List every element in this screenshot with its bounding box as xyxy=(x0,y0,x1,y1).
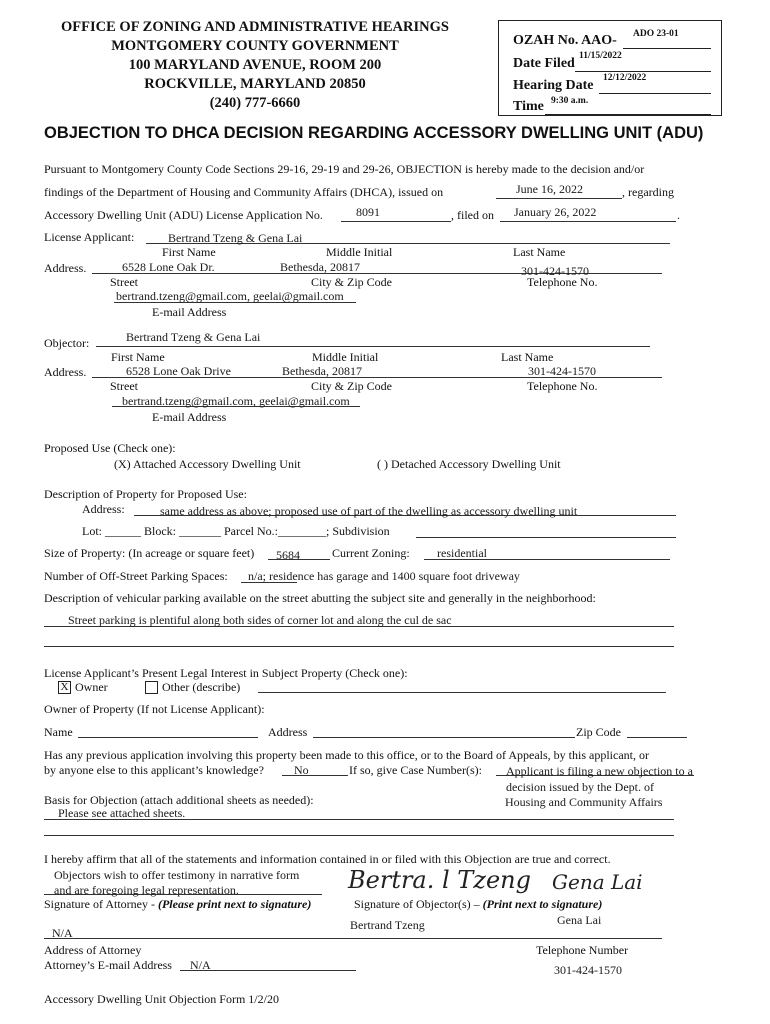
case-number-field-1[interactable]: Applicant is filing a new objection to a xyxy=(506,764,693,778)
case-number-field-3[interactable]: Housing and Community Affairs xyxy=(505,795,663,809)
office-city: ROCKVILLE, MARYLAND 20850 xyxy=(144,76,366,92)
hearing-date-label: Hearing Date xyxy=(513,78,594,93)
vehicular-parking-label: Description of vehicular parking available on the street abutting the subject site and generally in the neighborhood: xyxy=(44,591,596,605)
zoning-field[interactable]: residential xyxy=(437,546,487,560)
issued-on-field[interactable]: June 16, 2022 xyxy=(516,182,583,196)
vehicular-parking-field[interactable]: Street parking is plentiful along both sides of corner lot and along the cul de sac xyxy=(68,613,452,627)
application-number-field[interactable]: 8091 xyxy=(356,205,380,219)
hearing-date-value[interactable]: 12/12/2022 xyxy=(603,73,647,83)
office-header xyxy=(40,18,470,113)
property-address-field[interactable]: same address as above; proposed use of part of the dwelling as accessory dwelling unit xyxy=(160,504,578,518)
office-name: OFFICE OF ZONING AND ADMINISTRATIVE HEARINGS xyxy=(61,19,449,35)
previous-answer-field[interactable]: No xyxy=(294,763,309,777)
ozah-value[interactable]: ADO 23-01 xyxy=(633,29,679,39)
property-desc-label: Description of Property for Proposed Use: xyxy=(44,487,247,501)
ozah-label: OZAH No. AAO- xyxy=(513,33,617,48)
time-label: Time xyxy=(513,99,544,114)
basis-label: Basis for Objection (attach additional sheets as needed): xyxy=(44,793,314,807)
office-street: 100 MARYLAND AVENUE, ROOM 200 xyxy=(128,57,382,73)
size-field[interactable]: 5684 xyxy=(276,548,300,562)
objector-label: Objector: xyxy=(44,336,90,350)
previous-app-line-2: by anyone else to this applicant’s knowledge? xyxy=(44,763,264,777)
objector-address-label: Address. xyxy=(44,365,87,379)
printed-name-1[interactable]: Bertrand Tzeng xyxy=(350,918,425,932)
telephone-field[interactable]: 301-424-1570 xyxy=(554,963,622,977)
lot-block-parcel-label: Lot: ______ Block: _______ Parcel No.:________; Subdivision xyxy=(82,524,390,538)
owner-checkbox[interactable]: X xyxy=(58,681,71,694)
intro-line-1: Pursuant to Montgomery County Code Sections 29-16, 29-19 and 29-26, OBJECTION is hereby made to the decision and/or xyxy=(44,162,645,176)
objector-phone-field[interactable]: 301-424-1570 xyxy=(528,364,596,378)
attached-adu-option[interactable]: (X) Attached Accessory Dwelling Unit xyxy=(114,457,301,471)
attorney-field[interactable]: N/A xyxy=(52,926,73,940)
applicant-name-field[interactable]: Bertrand Tzeng & Gena Lai xyxy=(168,231,303,245)
affirmation-statement: I hereby affirm that all of the statements and information contained in or filed with this Objection are true and correct. xyxy=(44,852,611,866)
intro-regarding: , regarding xyxy=(622,185,674,199)
filed-on-field[interactable]: January 26, 2022 xyxy=(514,205,597,219)
applicant-phone-field[interactable]: 301-424-1570 xyxy=(521,264,589,278)
case-info-box xyxy=(498,20,722,116)
objector-note-line-2[interactable]: and are foregoing legal representation. xyxy=(54,883,239,897)
date-filed-label: Date Filed xyxy=(513,56,575,71)
owner-of-property-label: Owner of Property (If not License Applicant): xyxy=(44,702,265,716)
applicant-email-field[interactable]: bertrand.tzeng@gmail.com, geelai@gmail.com xyxy=(116,289,344,303)
applicant-street-field[interactable]: 6528 Lone Oak Dr. xyxy=(122,260,215,274)
date-filed-value[interactable]: 11/15/2022 xyxy=(579,51,622,61)
previous-app-line-1: Has any previous application involving this property been made to this office, or to the Board of Appeals, by this applicant, or xyxy=(44,748,649,762)
intro-line-2: findings of the Department of Housing and Community Affairs (DHCA), issued on xyxy=(44,185,444,199)
objector-note-line-1[interactable]: Objectors wish to offer testimony in narrative form xyxy=(54,868,300,882)
objector-signature-label: Signature of Objector(s) – (Print next to signature) xyxy=(354,897,603,911)
zoning-label: Current Zoning: xyxy=(332,546,410,560)
government-name: MONTGOMERY COUNTY GOVERNMENT xyxy=(111,38,399,54)
form-footer: Accessory Dwelling Unit Objection Form 1/2/20 xyxy=(44,992,279,1006)
basis-field[interactable]: Please see attached sheets. xyxy=(58,806,186,820)
other-checkbox[interactable] xyxy=(145,681,158,694)
intro-line-3: Accessory Dwelling Unit (ADU) License Application No. xyxy=(44,208,323,222)
interest-label: License Applicant’s Present Legal Interest in Subject Property (Check one): xyxy=(44,666,408,680)
office-phone: (240) 777-6660 xyxy=(209,95,301,111)
applicant-city-field[interactable]: Bethesda, 20817 xyxy=(280,260,360,274)
filed-on-label: , filed on xyxy=(451,208,494,222)
case-number-field-2[interactable]: decision issued by the Dept. of xyxy=(506,780,654,794)
objector-city-field[interactable]: Bethesda, 20817 xyxy=(282,364,362,378)
applicant-label: License Applicant: xyxy=(44,230,135,244)
time-value[interactable]: 9:30 a.m. xyxy=(551,96,589,106)
printed-name-2[interactable]: Gena Lai xyxy=(557,913,602,927)
form-title: OBJECTION TO DHCA DECISION REGARDING ACCESSORY DWELLING UNIT (ADU) xyxy=(44,124,704,142)
proposed-use-label: Proposed Use (Check one): xyxy=(44,441,176,455)
objector-signature-2: Gena Lai xyxy=(552,870,643,894)
detached-adu-option[interactable]: ( ) Detached Accessory Dwelling Unit xyxy=(377,457,561,471)
attorney-email-field[interactable]: N/A xyxy=(190,958,211,972)
attorney-signature-label: Signature of Attorney - (Please print next to signature) xyxy=(44,897,312,911)
parking-field[interactable]: n/a; residence has garage and 1400 square foot driveway xyxy=(248,569,520,583)
objector-email-field[interactable]: bertrand.tzeng@gmail.com, geelai@gmail.com xyxy=(122,394,350,408)
objector-name-field[interactable]: Bertrand Tzeng & Gena Lai xyxy=(126,330,261,344)
parking-label: Number of Off-Street Parking Spaces: xyxy=(44,569,228,583)
applicant-address-label: Address. xyxy=(44,261,87,275)
objector-signature-1: Bertra. l Tzeng xyxy=(348,866,531,894)
size-label: Size of Property: (In acreage or square feet) xyxy=(44,546,255,560)
objector-street-field[interactable]: 6528 Lone Oak Drive xyxy=(126,364,231,378)
